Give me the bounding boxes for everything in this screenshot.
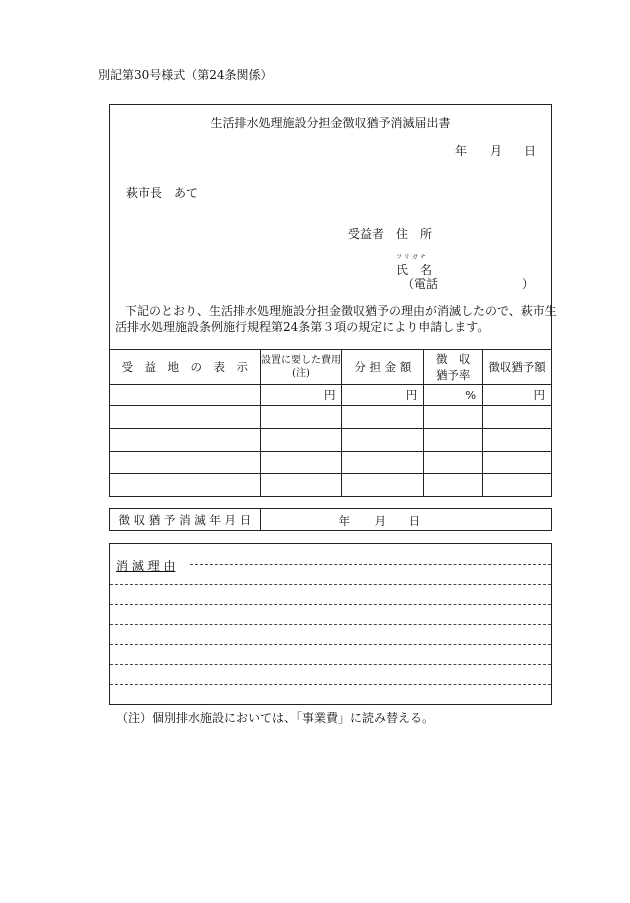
form-title: 生活排水処理施設分担金徴収猶予消滅届出書 — [210, 116, 451, 130]
statement-line-2: 活排水処理施設条例施行規程第24条第３項の規定により申請します。 — [115, 320, 490, 334]
date-month-field[interactable]: 月 — [490, 144, 503, 158]
statement-line-1: 下記のとおり、生活排水処理施設分担金徴収猶予の理由が消滅したので、萩市生 — [125, 304, 557, 318]
reason-line — [110, 584, 551, 585]
date-day-field[interactable]: 日 — [524, 144, 537, 158]
reason-line — [110, 604, 551, 605]
header-location: 受 益 地 の 表 示 — [110, 350, 261, 385]
header-deferred: 徴収猶予額 — [483, 350, 552, 385]
deferred-cell[interactable]: 円 — [483, 385, 552, 406]
cost-cell[interactable] — [260, 452, 342, 474]
extinction-date-field[interactable] — [260, 509, 551, 531]
reason-line — [110, 664, 551, 665]
form-number-label: 別記第30号様式（第24条関係） — [98, 68, 273, 82]
extinction-year: 年 — [338, 514, 351, 528]
deferred-cell[interactable] — [483, 406, 552, 429]
header-cost: 設置に要した費用 (注) — [260, 350, 342, 385]
reason-line — [110, 684, 551, 685]
table-header-row — [110, 350, 552, 385]
table-row — [110, 385, 552, 406]
address-field[interactable]: 住 所 — [396, 227, 433, 241]
table-row — [110, 474, 552, 497]
location-cell[interactable] — [110, 385, 261, 406]
applicant-role: 受益者 — [348, 227, 385, 241]
rate-cell[interactable] — [424, 406, 483, 429]
amount-cell[interactable] — [342, 406, 424, 429]
table-row — [110, 406, 552, 429]
reason-label: 消 滅 理 由 — [116, 559, 176, 573]
deferred-cell[interactable] — [483, 452, 552, 474]
rate-cell[interactable] — [424, 429, 483, 452]
cost-cell[interactable] — [260, 474, 342, 497]
reason-line — [110, 644, 551, 645]
header-amount: 分 担 金 額 — [342, 350, 424, 385]
cost-cell[interactable]: 円 — [260, 385, 342, 406]
extinction-date-table — [109, 508, 552, 531]
header-rate: 徴 収 猶予率 — [424, 350, 483, 385]
amount-cell[interactable] — [342, 474, 424, 497]
table-row — [110, 429, 552, 452]
rate-cell[interactable] — [424, 452, 483, 474]
phone-field[interactable]: （電話 — [402, 277, 439, 291]
rate-cell[interactable] — [424, 474, 483, 497]
reason-line — [190, 564, 551, 565]
rate-cell[interactable]: % — [424, 385, 483, 406]
furigana-label: フ リ ガ ナ — [396, 254, 426, 261]
addressee: 萩市長 あて — [126, 186, 199, 200]
amount-cell[interactable] — [342, 452, 424, 474]
phone-close: ） — [522, 277, 535, 291]
location-cell[interactable] — [110, 406, 261, 429]
location-cell[interactable] — [110, 452, 261, 474]
name-field[interactable]: 氏 名 — [396, 263, 433, 277]
date-year-field[interactable]: 年 — [455, 144, 468, 158]
deferred-cell[interactable] — [483, 474, 552, 497]
extinction-date-label: 徴 収 猶 予 消 滅 年 月 日 — [110, 509, 261, 531]
extinction-day: 日 — [408, 514, 421, 528]
cost-cell[interactable] — [260, 406, 342, 429]
reason-line — [110, 624, 551, 625]
beneficiary-table — [109, 349, 552, 497]
amount-cell[interactable] — [342, 429, 424, 452]
amount-cell[interactable]: 円 — [342, 385, 424, 406]
table-row — [110, 452, 552, 474]
footnote: （注）個別排水施設においては、「事業費」に読み替える。 — [116, 711, 435, 725]
extinction-month: 月 — [374, 514, 387, 528]
deferred-cell[interactable] — [483, 429, 552, 452]
location-cell[interactable] — [110, 429, 261, 452]
location-cell[interactable] — [110, 474, 261, 497]
cost-cell[interactable] — [260, 429, 342, 452]
